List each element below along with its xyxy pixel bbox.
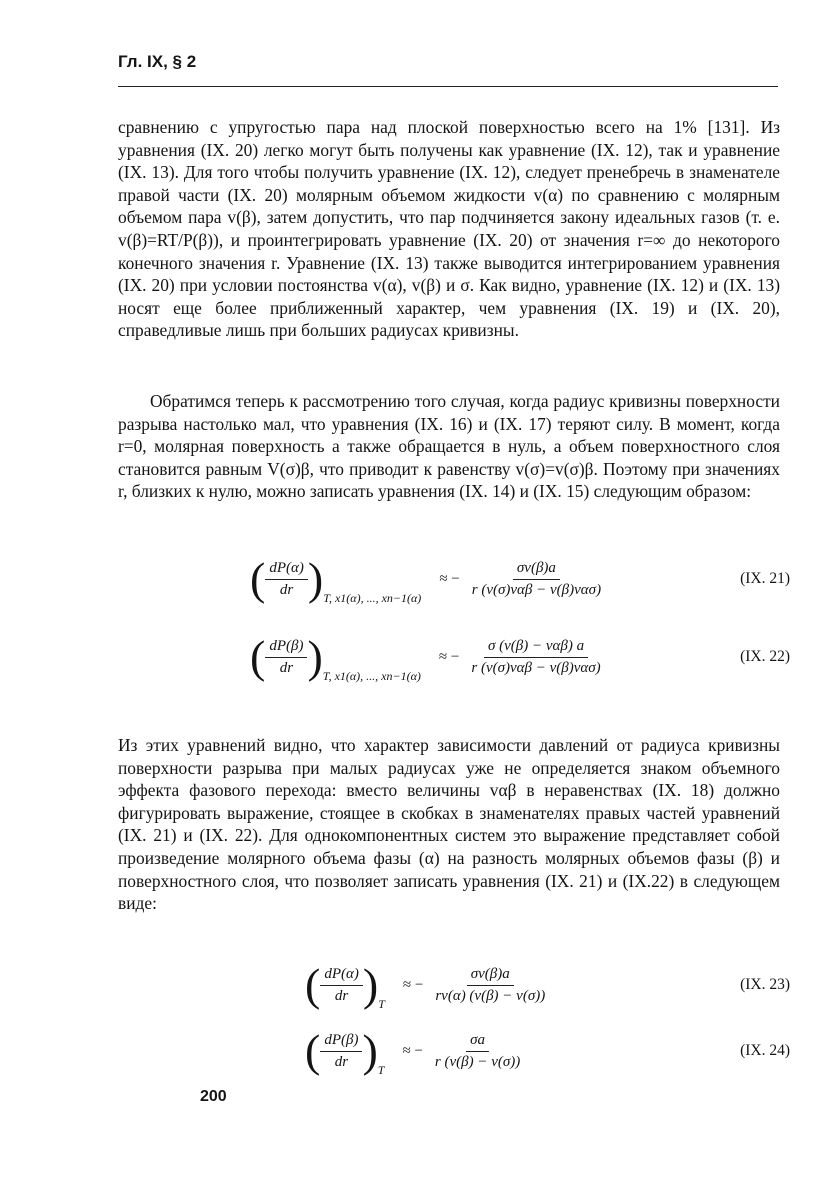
approx-sign: ≈ − xyxy=(438,648,460,665)
equation-lhs xyxy=(250,553,422,605)
equation-rhs xyxy=(431,638,605,677)
header-rule xyxy=(118,86,778,87)
equation-lhs xyxy=(305,959,385,1011)
equation-ix-21 xyxy=(250,553,790,605)
subscript-conditions: T xyxy=(378,997,385,1011)
right-paren: ) xyxy=(362,959,379,1010)
equation-ix-24 xyxy=(305,1025,790,1077)
right-paren: ) xyxy=(307,631,323,682)
fraction-numerator: σ (v(β) − vαβ) a xyxy=(484,638,588,658)
fraction-numerator: σv(β)a xyxy=(467,966,514,986)
derivative-fraction xyxy=(265,560,308,599)
subscript-conditions: T, x1(α), ..., xn−1(α) xyxy=(323,591,422,605)
fraction-denominator: rv(α) (v(β) − v(σ)) xyxy=(435,987,546,1004)
left-paren: ( xyxy=(305,1025,321,1076)
fraction-denominator: r (v(σ)vαβ − v(β)vασ) xyxy=(471,659,601,676)
fraction-numerator: dP(β) xyxy=(320,1032,362,1052)
rhs-fraction xyxy=(431,966,549,1005)
approx-sign: ≈ − xyxy=(402,976,424,993)
equation-number: (IX. 23) xyxy=(740,976,790,993)
derivative-fraction xyxy=(320,1032,362,1071)
fraction-numerator: dP(α) xyxy=(320,966,363,986)
fraction-denominator: r (v(β) − v(σ)) xyxy=(434,1053,521,1070)
fraction-denominator: r (v(σ)vαβ − v(β)vασ) xyxy=(471,581,602,598)
equation-rhs xyxy=(394,1032,524,1071)
equation-ix-23 xyxy=(305,959,790,1011)
rhs-fraction xyxy=(467,638,604,677)
rhs-fraction xyxy=(431,1032,524,1071)
right-paren: ) xyxy=(307,553,324,604)
equation-rhs xyxy=(431,560,605,599)
approx-sign: ≈ − xyxy=(439,570,460,587)
derivative-fraction xyxy=(320,966,363,1005)
right-paren: ) xyxy=(362,1025,378,1076)
running-head: Гл. IX, § 2 xyxy=(118,52,197,71)
left-paren: ( xyxy=(250,631,266,682)
fraction-numerator: dP(β) xyxy=(265,638,307,658)
derivative-fraction xyxy=(265,638,307,677)
equation-number: (IX. 24) xyxy=(740,1042,790,1059)
equation-number: (IX. 22) xyxy=(740,648,790,665)
equation-lhs xyxy=(305,1025,385,1077)
equation-number: (IX. 21) xyxy=(740,570,790,587)
subscript-conditions: T xyxy=(377,1063,385,1077)
fraction-denominator: dr xyxy=(334,987,349,1004)
page-number: 200 xyxy=(200,1088,227,1105)
left-paren: ( xyxy=(250,553,266,604)
fraction-denominator: dr xyxy=(279,581,294,598)
fraction-denominator: dr xyxy=(334,1053,349,1070)
fraction-numerator: dP(α) xyxy=(265,560,308,580)
fraction-numerator: σa xyxy=(466,1032,489,1052)
fraction-numerator: σv(β)a xyxy=(513,560,560,580)
paragraph-2: Обратимся теперь к рассмотрению того случая, когда радиус кривизны поверхности разрыва настолько мал, что уравнения (IX. 16) и (IX. 17) теряют силу. В момент, когда r=0, молярная поверхность a также обращается в нуль, а объем поверхностного слоя становится равным V(σ)β, что приводит к равенству v(σ)=v(σ)β. Поэтому при значениях r, близких к нулю, можно записать уравнения (IX. 14) и (IX. 15) следующим образом: xyxy=(118,391,780,502)
equation-lhs xyxy=(250,631,421,683)
left-paren: ( xyxy=(305,959,321,1010)
subscript-conditions: T, x1(α), ..., xn−1(α) xyxy=(322,669,421,683)
equation-rhs xyxy=(395,966,549,1005)
equation-ix-22 xyxy=(250,631,790,683)
fraction-denominator: dr xyxy=(279,659,294,676)
paragraph-1: сравнению с упругостью пара над плоской поверхностью всего на 1% [131]. Из уравнения (IX. 20) легко могут быть получены как уравнение (IX. 12), так и уравнение (IX. 13). Для того чтобы получить уравнение (IX. 12), следует пренебречь в знаменателе правой части (IX. 20) молярным объемом жидкости v(α) по сравнению с молярным объемом пара v(β), затем допустить, что пар подчиняется закону идеальных газов (т. е. v(β)=RT/P(β)), и проинтегрировать уравнение (IX. 20) от значения r=∞ до некоторого конечного значения r. Уравнение (IX. 13) также выводится интегрированием уравнения (IX. 20) при условии постоянства v(α), v(β) и σ. Как видно, уравнение (IX. 12) и (IX. 13) носят еще более приближенный характер, чем уравнения (IX. 19) и (IX. 20), справедливые лишь при больших радиусах кривизны. xyxy=(118,117,780,341)
paragraph-3: Из этих уравнений видно, что характер зависимости давлений от радиуса кривизны поверхности разрыва при малых радиусах уже не определяется знаком объемного эффекта фазового перехода: вместо величины vαβ в неравенствах (IX. 18) должно фигурировать выражение, стоящее в скобках в знаменателях правых частей уравнений (IX. 21) и (IX. 22). Для однокомпонентных систем это выражение представляет собой произведение молярного объема фазы (α) на разность молярных объемов фазы (β) и поверхностного слоя, что позволяет записать уравнения (IX. 21) и (IX.22) в следующем виде: xyxy=(118,735,780,914)
approx-sign: ≈ − xyxy=(402,1042,423,1059)
rhs-fraction xyxy=(468,560,605,599)
